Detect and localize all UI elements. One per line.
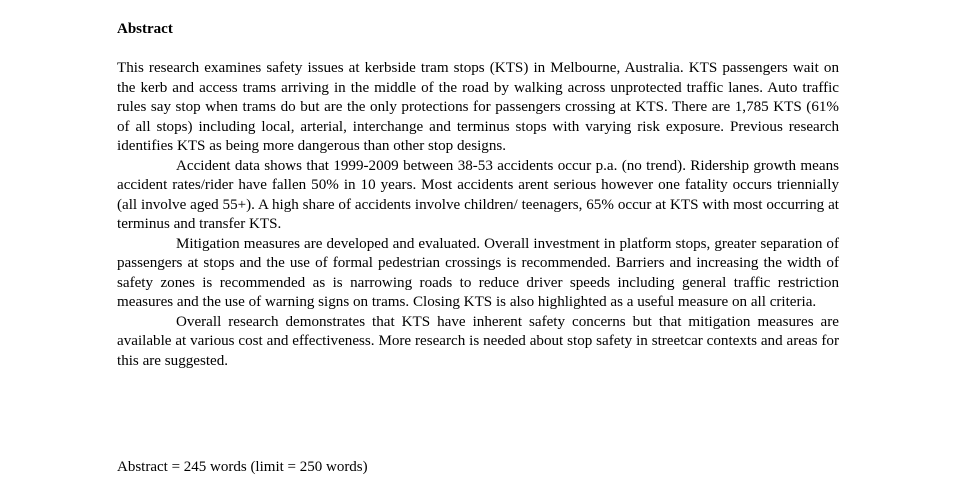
abstract-word-count: Abstract = 245 words (limit = 250 words) — [117, 459, 368, 475]
abstract-paragraph-1: This research examines safety issues at kerbside tram stops (KTS) in Melbourne, Australia. KTS passengers wait on the kerb and access trams arriving in the middle of the road by walking across unprotected traffic lanes. Auto traffic rules say stop when trams do but are the only protections for passengers crossing at KTS. There are 1,785 KTS (61% of all stops) including local, arterial, interchange and terminus stops with varying risk exposure. Previous research identifies KTS as being more dangerous than other stop designs. — [117, 60, 839, 154]
abstract-heading: Abstract — [117, 21, 173, 37]
abstract-paragraph-3: Mitigation measures are developed and evaluated. Overall investment in platform stops, greater separation of passengers at stops and the use of formal pedestrian crossings is recommended. Barriers and increasing the width of safety zones is recommended as is narrowing roads to reduce driver speeds including general traffic restriction measures and the use of warning signs on trams. Closing KTS is also highlighted as a useful measure on all criteria. — [117, 235, 839, 310]
abstract-paragraph-2: Accident data shows that 1999-2009 between 38-53 accidents occur p.a. (no trend). Ridership growth means accident rates/rider have fallen 50% in 10 years. Most accidents arent serious however one fatality occurs triennially (all involve aged 55+). A high share of accidents involve children/ teenagers, 65% occur at KTS with most occurring at terminus and transfer KTS. — [117, 157, 839, 232]
abstract-paragraph-4: Overall research demonstrates that KTS have inherent safety concerns but that mitigation measures are available at various cost and effectiveness. More research is needed about stop safety in streetcar contexts and areas for this are suggested. — [117, 313, 839, 369]
abstract-body — [117, 59, 839, 371]
